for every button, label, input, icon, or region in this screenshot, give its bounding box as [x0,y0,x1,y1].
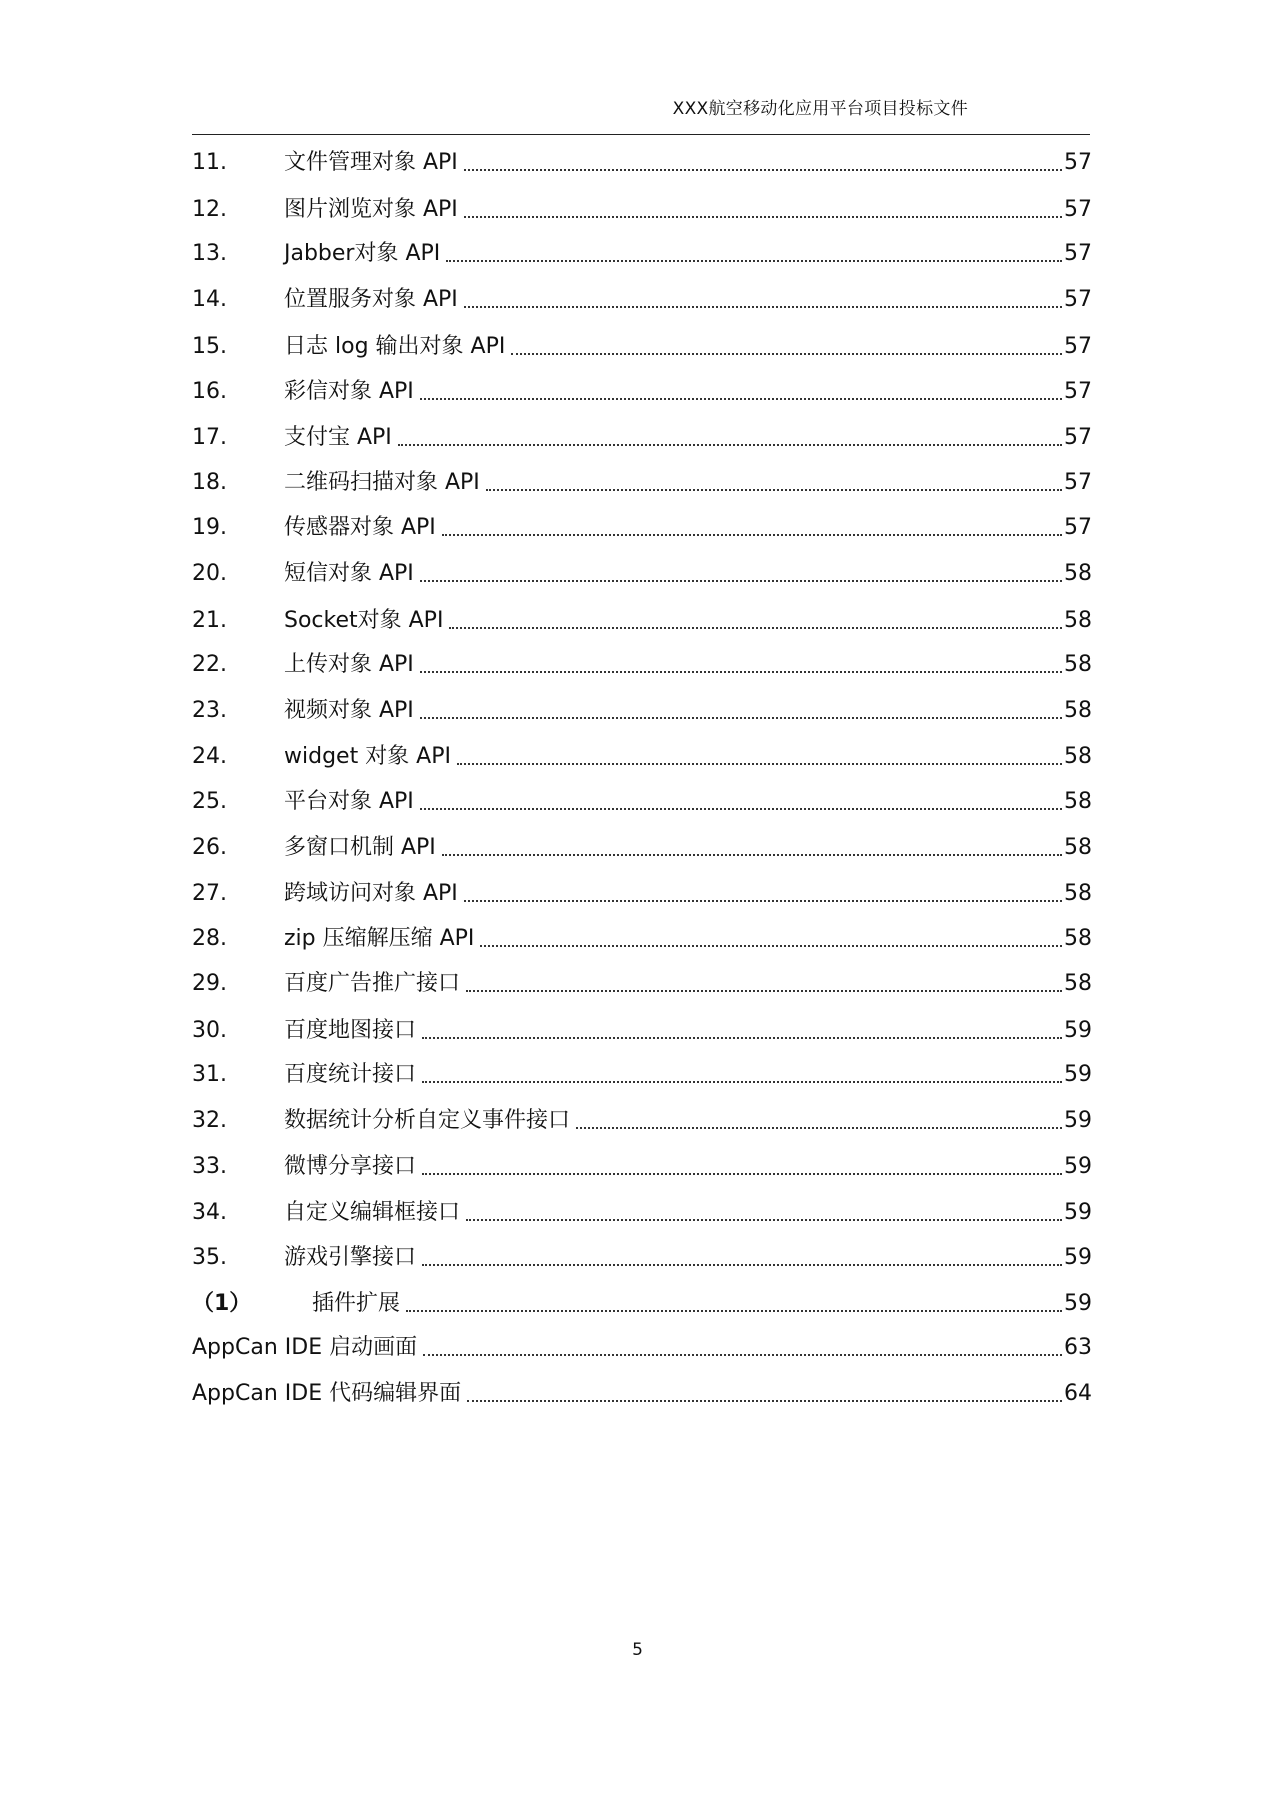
toc-entry-page: 64 [1064,1381,1092,1406]
toc-entry-number: 16. [192,379,227,404]
toc-entry-title: 多窗口机制 API [284,835,436,860]
toc-dot-leader [466,1197,1062,1229]
toc-entry-page: 58 [1064,926,1092,951]
toc-entry-title: 图片浏览对象 API [284,197,458,222]
toc-entry-title: 彩信对象 API [284,379,414,404]
toc-dot-leader [420,558,1062,590]
toc-entry-title: 二维码扫描对象 API [284,470,480,495]
table-of-contents [192,0,1090,1700]
toc-entry-number: 25. [192,789,227,814]
toc-entry-number: 12. [192,197,227,222]
toc-entry[interactable] [192,923,1090,955]
toc-entry-number: 15. [192,334,227,359]
toc-entry-page: 59 [1064,1062,1092,1087]
toc-dot-leader [422,1015,1062,1047]
toc-entry-title: 视频对象 API [284,698,414,723]
toc-entry-number: 22. [192,652,227,677]
toc-entry-title: Socket对象 API [284,608,444,633]
toc-entry[interactable] [192,786,1090,818]
toc-entry-page: 58 [1064,744,1092,769]
toc-dot-leader [420,695,1062,727]
toc-dot-leader [422,1151,1062,1183]
toc-dot-leader [464,194,1062,226]
page-number: 5 [632,1640,643,1660]
toc-entry-page: 59 [1064,1291,1092,1316]
toc-entry-page: 58 [1064,652,1092,677]
toc-dot-leader [467,1378,1062,1410]
toc-entry[interactable] [192,605,1090,637]
toc-entry-title: zip 压缩解压缩 API [284,926,475,951]
toc-entry[interactable] [192,376,1090,408]
toc-entry-title: AppCan IDE 启动画面 [192,1335,418,1360]
toc-entry-page: 59 [1064,1200,1092,1225]
toc-entry[interactable] [192,1288,1090,1320]
toc-entry[interactable] [192,147,1090,179]
toc-dot-leader [442,512,1062,544]
toc-entry-page: 58 [1064,971,1092,996]
toc-dot-leader [420,786,1062,818]
toc-entry-page: 58 [1064,789,1092,814]
toc-entry-page: 57 [1064,197,1092,222]
toc-entry-title: 传感器对象 API [284,515,436,540]
toc-entry[interactable] [192,512,1090,544]
toc-entry-page: 57 [1064,379,1092,404]
toc-entry-page: 59 [1064,1018,1092,1043]
toc-entry-page: 57 [1064,287,1092,312]
toc-dot-leader [442,832,1062,864]
toc-entry-number: （1） [192,1291,252,1316]
toc-entry-page: 57 [1064,470,1092,495]
toc-entry-title: 微博分享接口 [284,1154,417,1179]
toc-entry-page: 58 [1064,608,1092,633]
toc-entry-title: 百度地图接口 [284,1018,417,1043]
toc-entry-page: 58 [1064,698,1092,723]
toc-entry-page: 57 [1064,241,1092,266]
toc-dot-leader [480,923,1062,955]
toc-entry-number: 34. [192,1200,227,1225]
toc-dot-leader [457,741,1062,773]
toc-dot-leader [464,878,1062,910]
toc-entry-title: 百度广告推广接口 [284,971,461,996]
toc-dot-leader [486,467,1062,499]
toc-entry[interactable] [192,467,1090,499]
toc-entry-number: 19. [192,515,227,540]
toc-entry[interactable] [192,878,1090,910]
toc-entry-number: 27. [192,881,227,906]
toc-dot-leader [423,1332,1062,1364]
toc-entry-number: 29. [192,971,227,996]
toc-entry-title: 插件扩展 [312,1291,401,1316]
toc-entry-title: 日志 log 输出对象 API [284,334,506,359]
toc-entry-title: Jabber对象 API [284,241,441,266]
toc-dot-leader [464,284,1062,316]
toc-entry-page: 57 [1064,150,1092,175]
toc-entry-page: 59 [1064,1245,1092,1270]
toc-dot-leader [464,147,1062,179]
toc-entry[interactable] [192,558,1090,590]
toc-dot-leader [420,376,1062,408]
toc-entry-number: 13. [192,241,227,266]
toc-entry[interactable] [192,968,1090,1000]
toc-entry-number: 14. [192,287,227,312]
toc-entry-title: 位置服务对象 API [284,287,458,312]
toc-entry-number: 24. [192,744,227,769]
toc-entry-title: 百度统计接口 [284,1062,417,1087]
toc-dot-leader [466,968,1062,1000]
toc-entry-number: 35. [192,1245,227,1270]
toc-dot-leader [420,649,1062,681]
toc-entry-number: 21. [192,608,227,633]
toc-entry-title: 上传对象 API [284,652,414,677]
toc-entry-page: 57 [1064,334,1092,359]
toc-entry-page: 59 [1064,1108,1092,1133]
toc-entry-page: 57 [1064,425,1092,450]
toc-entry-number: 23. [192,698,227,723]
toc-entry-number: 17. [192,425,227,450]
toc-entry[interactable] [192,284,1090,316]
toc-entry-title: 数据统计分析自定义事件接口 [284,1108,571,1133]
toc-entry[interactable] [192,832,1090,864]
toc-entry-number: 11. [192,150,227,175]
toc-entry-number: 32. [192,1108,227,1133]
toc-entry-title: 平台对象 API [284,789,414,814]
toc-entry-title: 短信对象 API [284,561,414,586]
toc-entry[interactable] [192,649,1090,681]
toc-entry[interactable] [192,1015,1090,1047]
toc-dot-leader [422,1059,1062,1091]
toc-entry-page: 57 [1064,515,1092,540]
toc-entry[interactable] [192,1332,1090,1364]
toc-entry-page: 58 [1064,561,1092,586]
toc-entry-number: 28. [192,926,227,951]
toc-entry-title: 跨域访问对象 API [284,881,458,906]
toc-entry[interactable] [192,194,1090,226]
toc-entry-number: 18. [192,470,227,495]
toc-dot-leader [422,1242,1062,1274]
toc-dot-leader [511,331,1062,363]
toc-entry[interactable] [192,331,1090,363]
toc-dot-leader [576,1105,1062,1137]
toc-dot-leader [398,422,1062,454]
toc-entry[interactable] [192,238,1090,270]
toc-entry[interactable] [192,741,1090,773]
toc-entry-page: 59 [1064,1154,1092,1179]
toc-entry[interactable] [192,1151,1090,1183]
toc-entry[interactable] [192,1059,1090,1091]
toc-entry-page: 63 [1064,1335,1092,1360]
toc-entry[interactable] [192,1105,1090,1137]
toc-entry[interactable] [192,422,1090,454]
toc-entry-title: AppCan IDE 代码编辑界面 [192,1381,462,1406]
document-title: XXX航空移动化应用平台项目投标文件 [672,99,968,119]
toc-entry-title: 自定义编辑框接口 [284,1200,461,1225]
toc-entry-number: 20. [192,561,227,586]
toc-entry-number: 30. [192,1018,227,1043]
toc-entry-title: widget 对象 API [284,744,451,769]
toc-entry-number: 31. [192,1062,227,1087]
toc-dot-leader [446,238,1062,270]
toc-entry[interactable] [192,1197,1090,1229]
toc-entry-title: 支付宝 API [284,425,392,450]
toc-entry-number: 26. [192,835,227,860]
toc-entry[interactable] [192,1378,1090,1410]
toc-dot-leader [449,605,1062,637]
toc-entry[interactable] [192,695,1090,727]
toc-entry-page: 58 [1064,835,1092,860]
toc-entry-page: 58 [1064,881,1092,906]
toc-entry-number: 33. [192,1154,227,1179]
toc-entry[interactable] [192,1242,1090,1274]
toc-dot-leader [406,1288,1062,1320]
toc-entry-title: 游戏引擎接口 [284,1245,417,1270]
toc-entry-title: 文件管理对象 API [284,150,458,175]
